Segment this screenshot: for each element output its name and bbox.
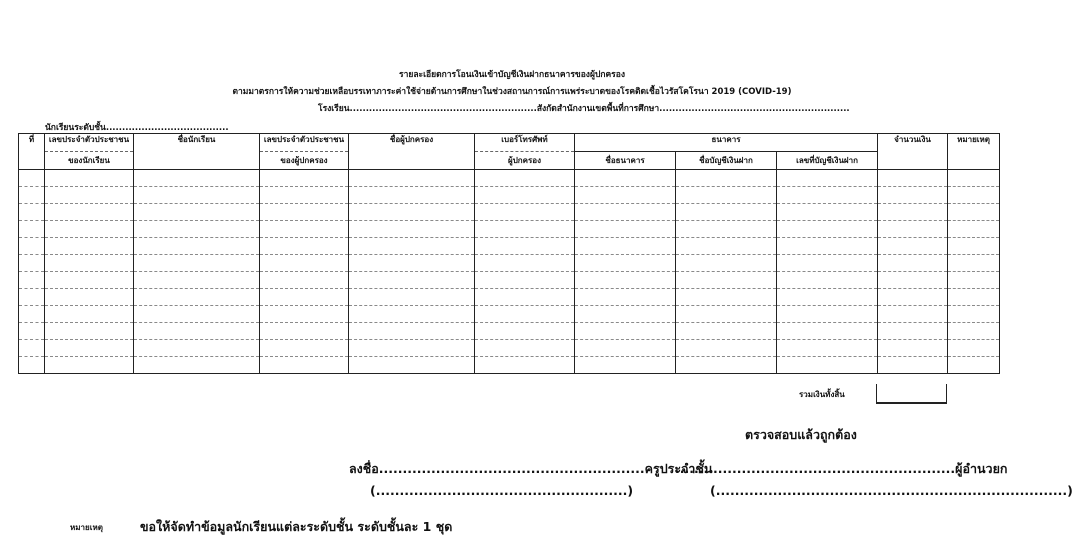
table-cell <box>575 289 676 306</box>
table-cell <box>575 306 676 323</box>
table-cell <box>45 170 134 187</box>
table-cell <box>575 221 676 238</box>
teacher-signature-line: ลงชื่อ........................................................ครูประจำชั้น <box>349 461 713 476</box>
table-cell <box>878 221 948 238</box>
table-row <box>19 306 1000 323</box>
table-row <box>19 289 1000 306</box>
table-cell <box>475 306 575 323</box>
teacher-name-parentheses: (.....................................................) <box>370 483 634 498</box>
table-cell <box>575 340 676 357</box>
transfer-table <box>18 133 1000 374</box>
table-cell <box>45 272 134 289</box>
table-cell <box>19 323 45 340</box>
table-cell <box>676 204 777 221</box>
table-cell <box>676 340 777 357</box>
col-remark: หมายเหตุ <box>948 134 1000 170</box>
table-cell <box>19 238 45 255</box>
table-cell <box>878 238 948 255</box>
table-cell <box>19 187 45 204</box>
table-cell <box>260 323 349 340</box>
table-cell <box>260 289 349 306</box>
table-cell <box>475 238 575 255</box>
table-row <box>19 272 1000 289</box>
table-row <box>19 187 1000 204</box>
table-cell <box>134 187 260 204</box>
col-guardian-id-top: เลขประจำตัวประชาชน <box>260 134 349 152</box>
col-amount: จำนวนเงิน <box>878 134 948 170</box>
table-row <box>19 255 1000 272</box>
table-row <box>19 238 1000 255</box>
table-cell <box>134 204 260 221</box>
table-cell <box>475 255 575 272</box>
table-cell <box>777 187 878 204</box>
document-title: รายละเอียดการโอนเงินเข้าบัญชีเงินฝากธนาคารของผู้ปกครอง <box>399 70 625 80</box>
table-cell <box>19 289 45 306</box>
col-no: ที่ <box>19 134 45 170</box>
table-cell <box>45 357 134 374</box>
table-row <box>19 204 1000 221</box>
col-account-name: ชื่อบัญชีเงินฝาก <box>676 152 777 170</box>
table-cell <box>349 289 475 306</box>
note-label: หมายเหตุ <box>70 523 103 532</box>
table-cell <box>676 306 777 323</box>
table-cell <box>45 187 134 204</box>
table-cell <box>948 306 1000 323</box>
col-account-number: เลขที่บัญชีเงินฝาก <box>777 152 878 170</box>
table-row <box>19 170 1000 187</box>
table-cell <box>349 323 475 340</box>
table-cell <box>134 340 260 357</box>
table-cell <box>260 272 349 289</box>
table-cell <box>777 357 878 374</box>
director-name-parentheses: (..........................................................................) <box>710 483 1073 498</box>
table-cell <box>475 204 575 221</box>
table-cell <box>948 272 1000 289</box>
table-cell <box>134 221 260 238</box>
table-cell <box>260 221 349 238</box>
table-cell <box>45 204 134 221</box>
table-cell <box>878 204 948 221</box>
table-cell <box>349 340 475 357</box>
table-cell <box>349 238 475 255</box>
table-cell <box>948 238 1000 255</box>
table-cell <box>878 255 948 272</box>
table-cell <box>777 255 878 272</box>
table-cell <box>575 272 676 289</box>
table-cell <box>475 340 575 357</box>
table-cell <box>475 323 575 340</box>
table-cell <box>134 306 260 323</box>
table-cell <box>878 306 948 323</box>
table-cell <box>777 289 878 306</box>
col-bank-name: ชื่อธนาคาร <box>575 152 676 170</box>
table-cell <box>260 340 349 357</box>
table-cell <box>575 238 676 255</box>
table-cell <box>878 357 948 374</box>
table-cell <box>948 357 1000 374</box>
table-row <box>19 221 1000 238</box>
table-cell <box>475 187 575 204</box>
table-cell <box>878 340 948 357</box>
table-cell <box>45 323 134 340</box>
table-cell <box>19 221 45 238</box>
table-cell <box>878 289 948 306</box>
table-cell <box>19 357 45 374</box>
table-cell <box>349 204 475 221</box>
table-cell <box>19 204 45 221</box>
table-cell <box>878 187 948 204</box>
table-cell <box>777 238 878 255</box>
table-cell <box>948 170 1000 187</box>
table-cell <box>948 340 1000 357</box>
col-bank-group: ธนาคาร <box>575 134 878 152</box>
table-cell <box>45 238 134 255</box>
table-cell <box>676 170 777 187</box>
table-row <box>19 323 1000 340</box>
table-cell <box>349 187 475 204</box>
table-cell <box>676 289 777 306</box>
director-signature-line: ...........................................................ผู้อำนวยก <box>675 461 1008 476</box>
col-student-name: ชื่อนักเรียน <box>134 134 260 170</box>
table-cell <box>260 204 349 221</box>
table-cell <box>777 221 878 238</box>
col-student-id-bottom: ของนักเรียน <box>45 152 134 170</box>
table-cell <box>349 272 475 289</box>
table-cell <box>45 306 134 323</box>
table-cell <box>878 323 948 340</box>
table-cell <box>475 357 575 374</box>
col-guardian-name: ชื่อผู้ปกครอง <box>349 134 475 170</box>
table-cell <box>19 340 45 357</box>
table-cell <box>948 187 1000 204</box>
table-cell <box>260 238 349 255</box>
table-cell <box>777 272 878 289</box>
table-cell <box>475 272 575 289</box>
table-row <box>19 340 1000 357</box>
table-cell <box>45 340 134 357</box>
table-cell <box>676 272 777 289</box>
table-cell <box>349 306 475 323</box>
table-cell <box>349 221 475 238</box>
table-cell <box>349 255 475 272</box>
col-phone-bottom: ผู้ปกครอง <box>475 152 575 170</box>
table-cell <box>777 340 878 357</box>
table-cell <box>134 170 260 187</box>
table-cell <box>45 289 134 306</box>
verified-label: ตรวจสอบแล้วถูกต้อง <box>745 427 857 442</box>
table-cell <box>349 357 475 374</box>
table-cell <box>475 170 575 187</box>
total-label: รวมเงินทั้งสิ้น <box>799 390 845 399</box>
table-cell <box>349 170 475 187</box>
table-cell <box>134 238 260 255</box>
table-cell <box>676 255 777 272</box>
table-cell <box>948 323 1000 340</box>
table-cell <box>948 289 1000 306</box>
table-cell <box>878 170 948 187</box>
table-cell <box>134 323 260 340</box>
table-cell <box>134 357 260 374</box>
table-cell <box>676 187 777 204</box>
table-cell <box>575 187 676 204</box>
table-cell <box>575 357 676 374</box>
table-cell <box>676 357 777 374</box>
table-cell <box>260 187 349 204</box>
table-cell <box>676 221 777 238</box>
table-cell <box>777 306 878 323</box>
table-cell <box>948 255 1000 272</box>
col-guardian-id-bottom: ของผู้ปกครอง <box>260 152 349 170</box>
table-cell <box>475 289 575 306</box>
total-amount-box <box>876 384 947 404</box>
table-cell <box>575 323 676 340</box>
table-cell <box>19 255 45 272</box>
table-cell <box>878 272 948 289</box>
table-cell <box>19 170 45 187</box>
table-cell <box>575 204 676 221</box>
table-cell <box>45 255 134 272</box>
table-cell <box>575 170 676 187</box>
school-line: โรงเรียน..........................................................สังกัดสำนักงานเขตพื้นที่การศึกษา........................................................... <box>318 104 850 114</box>
table-cell <box>260 357 349 374</box>
table-cell <box>777 204 878 221</box>
note-text: ขอให้จัดทำข้อมูลนักเรียนแต่ละระดับชั้น ระดับชั้นละ 1 ชุด <box>140 519 453 534</box>
table-cell <box>676 323 777 340</box>
table-cell <box>575 255 676 272</box>
table-cell <box>777 170 878 187</box>
table-cell <box>475 221 575 238</box>
col-student-id-top: เลขประจำตัวประชาชน <box>45 134 134 152</box>
table-body <box>19 170 1000 374</box>
table-cell <box>777 323 878 340</box>
document-subtitle: ตามมาตรการให้ความช่วยเหลือบรรเทาภาระค่าใช้จ่ายด้านการศึกษาในช่วงสถานการณ์การแพร่ระบาดของโรคติดเชื้อไวรัสโคโรนา 2019 (COVID-19) <box>232 87 792 97</box>
table-cell <box>260 306 349 323</box>
table-cell <box>676 238 777 255</box>
table-cell <box>134 289 260 306</box>
table-cell <box>134 272 260 289</box>
table-row <box>19 357 1000 374</box>
table-cell <box>19 272 45 289</box>
table-cell <box>19 306 45 323</box>
student-level-line: นักเรียนระดับชั้น...................................... <box>45 123 229 133</box>
table-cell <box>948 204 1000 221</box>
table-cell <box>260 170 349 187</box>
table-cell <box>948 221 1000 238</box>
table-cell <box>45 221 134 238</box>
table-cell <box>134 255 260 272</box>
col-phone-top: เบอร์โทรศัพท์ <box>475 134 575 152</box>
table-cell <box>260 255 349 272</box>
